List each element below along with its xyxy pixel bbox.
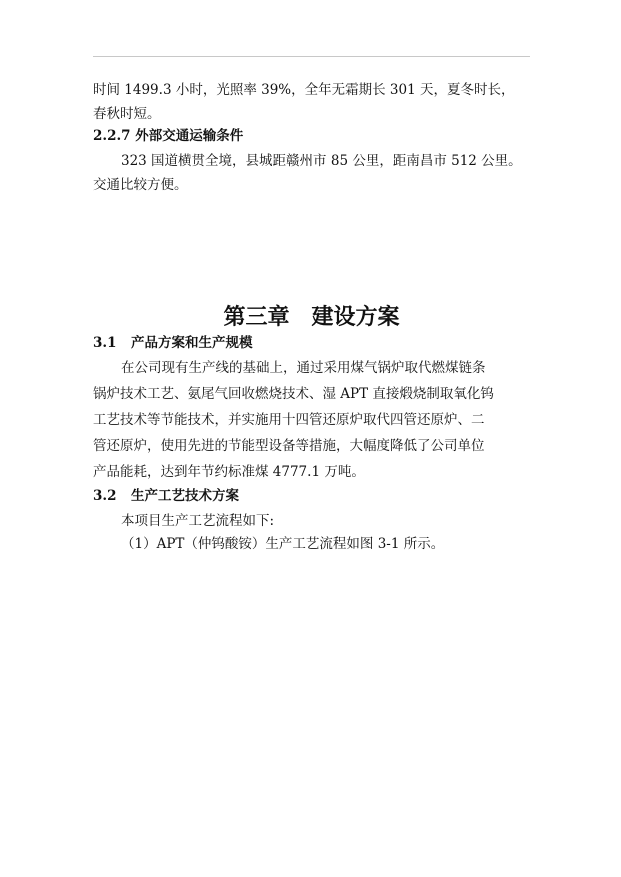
paragraph-line: 交通比较方便。 — [93, 177, 188, 193]
paragraph-line: 工艺技术等节能技术，并实施用十四管还原炉取代四管还原炉、二 — [93, 412, 485, 428]
paragraph-line: 春秋时短。 — [93, 106, 161, 122]
chapter-name: 建设方案 — [311, 304, 400, 330]
paragraph-line: 管还原炉，使用先进的节能型设备等措施，大幅度降低了公司单位 — [93, 438, 485, 454]
section-title: 生产工艺技术方案 — [131, 488, 239, 504]
section-heading-3-2 — [93, 486, 239, 506]
paragraph-line: 在公司现有生产线的基础上，通过采用煤气锅炉取代燃煤链条 — [121, 360, 486, 376]
paragraph-line: 323 国道横贯全境，县城距赣州市 85 公里，距南昌市 512 公里。 — [121, 153, 522, 169]
paragraph-line: 产品能耗，达到年节约标准煤 4777.1 万吨。 — [93, 464, 365, 480]
section-number: 3.2 — [93, 488, 117, 504]
section-number: 3.1 — [93, 335, 117, 351]
section-title: 产品方案和生产规模 — [131, 335, 253, 351]
header-rule — [93, 56, 530, 57]
chapter-title — [93, 302, 530, 332]
paragraph-line: 本项目生产工艺流程如下: — [121, 513, 275, 529]
section-heading-3-1 — [93, 333, 253, 353]
paragraph-line: 锅炉技术工艺、氨尾气回收燃烧技术、湿 APT 直接煅烧制取氧化钨 — [93, 386, 494, 402]
paragraph-line: （1）APT（仲钨酸铵）生产工艺流程如图 3-1 所示。 — [121, 536, 445, 552]
chapter-number: 第三章 — [223, 304, 290, 330]
paragraph-line: 时间 1499.3 小时，光照率 39%，全年无霜期长 301 天，夏冬时长， — [93, 82, 515, 98]
section-heading-2-2-7: 2.2.7 外部交通运输条件 — [93, 128, 244, 144]
